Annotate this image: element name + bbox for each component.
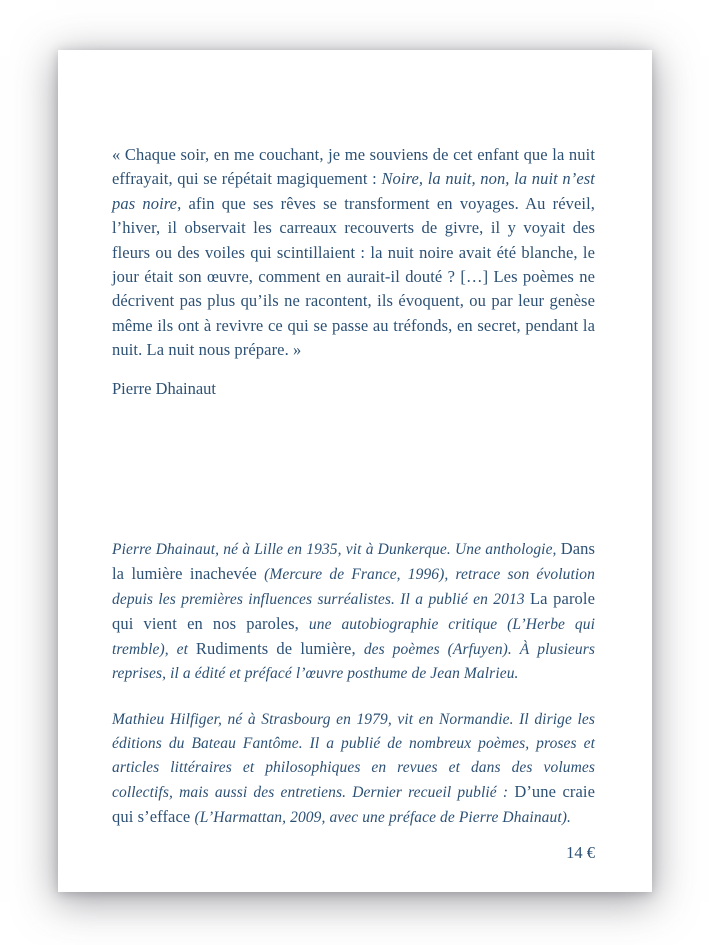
author-bio-pierre-dhainaut xyxy=(112,537,595,686)
text-run-roman: Rudiments de lumière, xyxy=(195,639,364,658)
text-run-roman: D’une craie qui s’efface xyxy=(112,782,595,826)
quote-paragraph xyxy=(112,143,595,363)
text-run-italic: une autobiographie critique (L’Herbe qui tremble), et xyxy=(112,616,595,658)
text-run-italic: Noire, la nuit, non, la nuit n’est pas noire xyxy=(112,169,595,213)
text-run-italic: des poèmes (Arfuyen). À plusieurs reprises, il a édité et préfacé l’œuvre posthume de Jean Malrieu. xyxy=(112,641,595,682)
text-run-italic: (L’Harmattan, 2009, avec une préface de Pierre Dhainaut). xyxy=(194,809,572,826)
text-run-italic: (Mercure de France, 1996), retrace son évolution depuis les premières influences surréalistes. Il a publié en 2013 xyxy=(112,566,595,608)
book-back-cover-page xyxy=(58,50,652,892)
text-run-italic: Mathieu Hilfiger, né à Strasbourg en 1979, vit en Normandie. Il dirige les éditions du Bateau Fantôme. Il a publié de nombreux poèmes, proses et articles littéraires et philosophiques en revues et dans des volumes collectifs, mais aussi des entretiens. Dernier recueil publié : xyxy=(112,711,595,801)
text-run-roman: « Chaque soir, en me couchant, je me souviens de cet enfant que la nuit effrayait, qui se répétait magiquement : xyxy=(112,145,595,189)
text-run-roman: La parole qui vient en nos paroles, xyxy=(112,589,596,633)
authors-bio-section xyxy=(112,537,595,864)
quote-section xyxy=(112,143,595,401)
price-label: 14 € xyxy=(566,843,595,862)
text-run-roman: , afin que ses rêves se transforment en voyages. Au réveil, l’hiver, il observait les carreaux recouverts de givre, il y voyait des fleurs ou des voiles qui scintillaient : la nuit noire avait été blanche, le jour était son œuvre, comment en aurait-il douté ? […] Les poèmes ne décrivent pas plus qu’ils ne racontent, ils évoquent, ou par leur genèse même ils ont à revivre ce qui se passe au tréfonds, en secret, pendant la nuit. La nuit nous prépare. » xyxy=(112,193,595,360)
author-bio-mathieu-hilfiger xyxy=(112,708,595,830)
text-run-roman: Dans la lumière inachevée xyxy=(112,539,595,583)
text-run-italic: Pierre Dhainaut, né à Lille en 1935, vit à Dunkerque. Une anthologie, xyxy=(112,541,561,558)
quote-attribution: Pierre Dhainaut xyxy=(112,378,217,398)
